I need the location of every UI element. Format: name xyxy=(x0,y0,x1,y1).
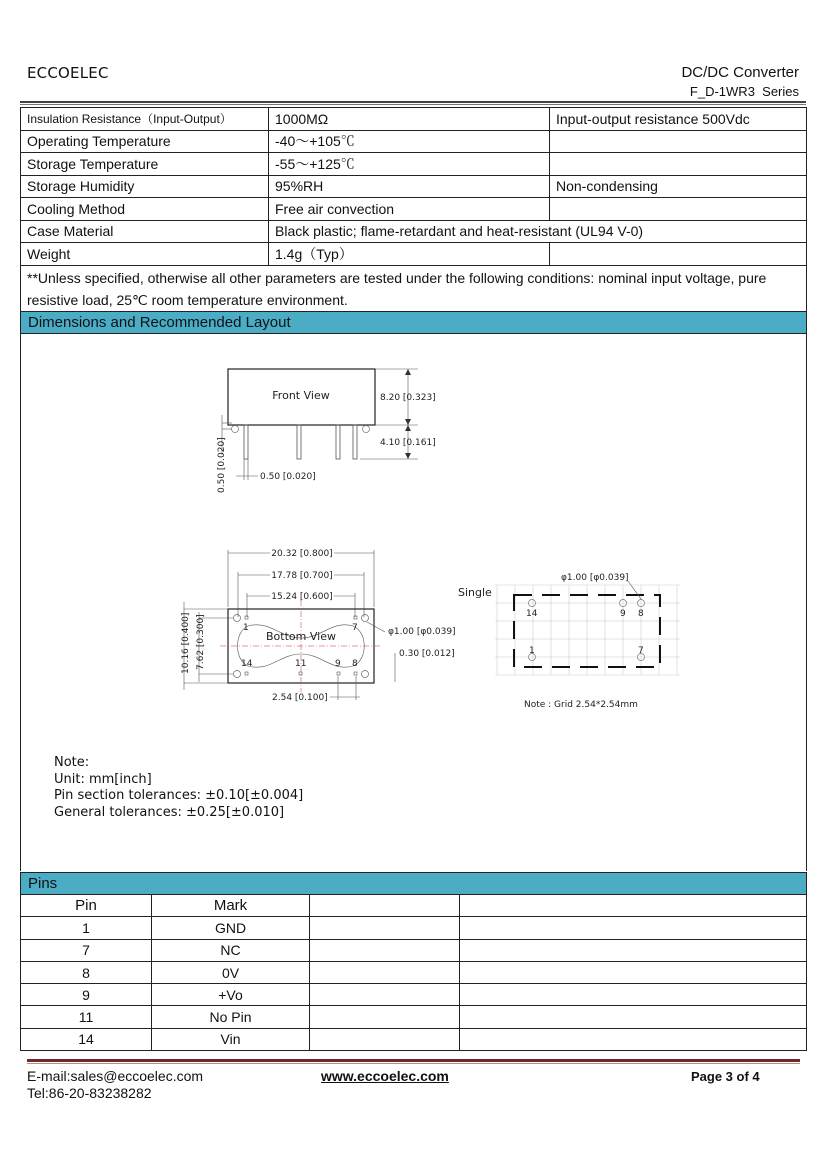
front-view-label: Front View xyxy=(272,389,330,402)
spec-row xyxy=(21,198,807,221)
spec-value: 1.4g（Typ） xyxy=(269,243,550,266)
spec-value: -40～+105℃ xyxy=(269,130,550,153)
pin-number: 1 xyxy=(21,917,152,939)
spec-param: Weight xyxy=(21,243,269,266)
spec-param: Storage Temperature xyxy=(21,153,269,176)
column-header-pin: Pin xyxy=(21,895,152,917)
grid-note: Note : Grid 2.54*2.54mm xyxy=(524,700,638,710)
pin-length-dimension: 4.10 [0.161] xyxy=(380,438,436,448)
hole-diameter-dimension: φ1.00 [φ0.039] xyxy=(388,627,456,637)
layout-pin-label: 1 xyxy=(529,646,535,656)
pin-row xyxy=(21,1028,807,1050)
pin-row xyxy=(21,939,807,961)
footer-divider-thin xyxy=(27,1063,800,1064)
pin-cell-empty xyxy=(310,984,460,1006)
note-heading: Note: xyxy=(54,755,90,770)
pin-cell-empty xyxy=(460,961,807,983)
spec-value: 1000MΩ xyxy=(269,108,550,131)
spec-param: Case Material xyxy=(21,220,269,243)
specifications-table xyxy=(20,107,807,334)
spec-note xyxy=(550,130,807,153)
pitch-dimension: 2.54 [0.100] xyxy=(272,693,328,703)
spec-footnote-row xyxy=(21,265,807,311)
bottom-view-label: Bottom View xyxy=(266,630,336,643)
pin-cell-empty xyxy=(460,984,807,1006)
pin-label: 1 xyxy=(243,623,249,633)
spec-value: Free air convection xyxy=(269,198,550,221)
pin-cell-empty xyxy=(310,1006,460,1028)
spec-row xyxy=(21,220,807,243)
note-line: Pin section tolerances: ±0.10[±0.004] xyxy=(54,788,304,803)
spec-value: -55～+125℃ xyxy=(269,153,550,176)
pin-row xyxy=(21,1006,807,1028)
note-line: General tolerances: ±0.25[±0.010] xyxy=(54,804,285,820)
pin-label: 14 xyxy=(241,659,253,669)
spec-row xyxy=(21,108,807,131)
pin-mark: NC xyxy=(152,939,310,961)
pins-table xyxy=(20,872,807,1051)
pin-cell-empty xyxy=(460,1028,807,1050)
pin-cell-empty xyxy=(460,917,807,939)
bottom-view-drawing xyxy=(170,542,460,710)
offset-dimension: 0.30 [0.012] xyxy=(399,649,455,659)
layout-type-label: Single xyxy=(458,586,492,599)
test-conditions-footnote: **Unless specified, otherwise all other parameters are tested under the following conditions: nominal input voltage, pure resistive load, 25℃ room temperature environment. xyxy=(21,265,807,311)
product-series: F_D-1WR3 Series xyxy=(689,84,799,99)
spec-row xyxy=(21,243,807,266)
column-header-mark: Mark xyxy=(152,895,310,917)
dimension-notes xyxy=(54,755,303,821)
pin-row xyxy=(21,961,807,983)
spec-note xyxy=(550,198,807,221)
hole-span-dimension: 17.78 [0.700] xyxy=(271,571,333,581)
layout-hole-diameter: φ1.00 [φ0.039] xyxy=(561,573,629,583)
header-divider xyxy=(20,101,806,103)
pin-number: 11 xyxy=(21,1006,152,1028)
footer-divider xyxy=(27,1059,800,1062)
layout-pin-label: 14 xyxy=(526,609,538,619)
pin-mark: Vin xyxy=(152,1028,310,1050)
header-divider-thin xyxy=(20,104,806,105)
document-title: DC/DC Converter xyxy=(681,64,799,81)
pins-header-row xyxy=(21,895,807,917)
recommended-layout-drawing xyxy=(450,565,690,715)
section-header-row xyxy=(21,873,807,895)
width-dimension: 20.32 [0.800] xyxy=(271,549,333,559)
pin-span-dimension: 15.24 [0.600] xyxy=(271,592,333,602)
page-number: Page 3 of 4 xyxy=(691,1069,760,1084)
pin-row xyxy=(21,984,807,1006)
dimensions-section-title: Dimensions and Recommended Layout xyxy=(21,311,807,333)
height-dimension: 8.20 [0.323] xyxy=(380,393,436,403)
pin-number: 14 xyxy=(21,1028,152,1050)
spec-value: 95%RH xyxy=(269,175,550,198)
website-link[interactable]: www.eccoelec.com xyxy=(321,1068,449,1084)
spec-param: Insulation Resistance（Input-Output） xyxy=(21,108,269,131)
spec-value: Black plastic; flame-retardant and heat-resistant (UL94 V-0) xyxy=(269,220,807,243)
layout-pin-label: 8 xyxy=(638,609,644,619)
note-line: Unit: mm[inch] xyxy=(54,771,152,787)
pin-number: 8 xyxy=(21,961,152,983)
pin-cell-empty xyxy=(310,939,460,961)
pin-label: 8 xyxy=(352,659,358,669)
pin-cell-empty xyxy=(310,1028,460,1050)
pin-width-dimension: 0.50 [0.020] xyxy=(260,472,316,482)
pin-cell-empty xyxy=(310,917,460,939)
pin-cell-empty xyxy=(460,1006,807,1028)
body-height-dimension: 10.16 [0.400] xyxy=(181,612,191,674)
spec-note xyxy=(550,153,807,176)
layout-pin-label: 7 xyxy=(638,646,644,656)
pin-mark: +Vo xyxy=(152,984,310,1006)
footer-email[interactable]: E-mail:sales@eccoelec.com xyxy=(27,1068,204,1084)
pin-number: 7 xyxy=(21,939,152,961)
pin-cell-empty xyxy=(460,939,807,961)
pin-mark: GND xyxy=(152,917,310,939)
spec-param: Operating Temperature xyxy=(21,130,269,153)
spec-note: Input-output resistance 500Vdc xyxy=(550,108,807,131)
row-span-dimension: 7.62 [0.300] xyxy=(196,614,206,670)
pin-mark: 0V xyxy=(152,961,310,983)
standoff-dimension: 0.50 [0.020] xyxy=(217,437,227,493)
pin-label: 11 xyxy=(295,659,307,669)
spec-row xyxy=(21,130,807,153)
spec-note xyxy=(550,243,807,266)
pin-mark: No Pin xyxy=(152,1006,310,1028)
pin-number: 9 xyxy=(21,984,152,1006)
pin-row xyxy=(21,917,807,939)
spec-param: Cooling Method xyxy=(21,198,269,221)
spec-note: Non-condensing xyxy=(550,175,807,198)
front-view-drawing xyxy=(200,355,460,500)
pin-cell-empty xyxy=(310,961,460,983)
column-header-empty xyxy=(460,895,807,917)
spec-row xyxy=(21,175,807,198)
spec-row xyxy=(21,153,807,176)
footer-phone: Tel:86-20-83238282 xyxy=(27,1085,152,1101)
pin-label: 7 xyxy=(352,623,358,633)
pins-section-title: Pins xyxy=(21,873,807,895)
spec-param: Storage Humidity xyxy=(21,175,269,198)
column-header-empty xyxy=(310,895,460,917)
brand-name: ECCOELEC xyxy=(27,64,109,82)
layout-pin-label: 9 xyxy=(620,609,626,619)
pin-label: 9 xyxy=(335,659,341,669)
